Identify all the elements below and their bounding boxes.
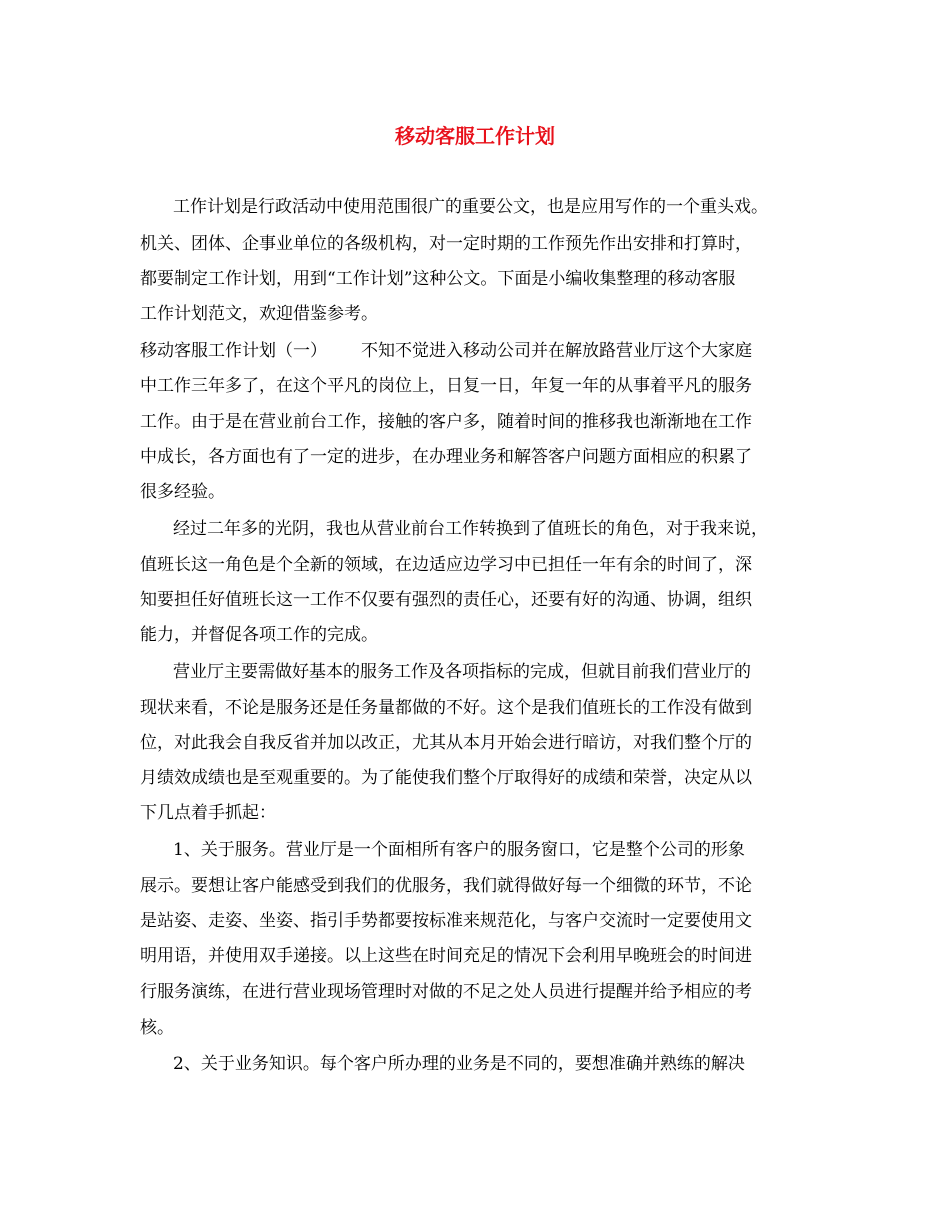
text-line: 核。 xyxy=(140,1018,174,1038)
text-line: 现状来看，不论是服务还是任务量都做的不好。这个是我们值班长的工作没有做到 xyxy=(140,698,752,718)
text-line: 位，对此我会自我反省并加以改正，尤其从本月开始会进行暗访，对我们整个厅的 xyxy=(140,733,752,753)
text-line: 是站姿、走姿、坐姿、指引手势都要按标准来规范化，与客户交流时一定要使用文 xyxy=(140,911,752,931)
document-title: 移动客服工作计划 xyxy=(395,124,555,148)
text-line-with-heading xyxy=(140,339,752,363)
text-line: 中成长，各方面也有了一定的进步，在办理业务和解答客户问题方面相应的积累了 xyxy=(140,447,752,467)
text-line: 机关、团体、企事业单位的各级机构，对一定时期的工作预先作出安排和打算时， xyxy=(140,234,752,254)
text-line: 中工作三年多了，在这个平凡的岗位上，日复一日，年复一年的从事着平凡的服务 xyxy=(140,376,752,396)
text-line: 很多经验。 xyxy=(140,482,225,502)
text-segment: 不知不觉进入移动公司并在解放路营业厅这个大家庭 xyxy=(361,341,752,361)
text-line: 能力，并督促各项工作的完成。 xyxy=(140,625,378,645)
text-line: 1、关于服务。营业厅是一个面相所有客户的服务窗口，它是整个公司的形象 xyxy=(173,840,745,860)
text-line: 经过二年多的光阴，我也从营业前台工作转换到了值班长的角色，对于我来说， xyxy=(173,519,768,539)
text-line: 营业厅主要需做好基本的服务工作及各项指标的完成，但就目前我们营业厅的 xyxy=(173,662,751,682)
text-line: 工作计划是行政活动中使用范围很广的重要公文，也是应用写作的一个重头戏。 xyxy=(173,197,768,217)
text-line: 工作。由于是在营业前台工作，接触的客户多，随着时间的推移我也渐渐地在工作 xyxy=(140,412,752,432)
text-line: 月绩效成绩也是至观重要的。为了能使我们整个厅取得好的成绩和荣誉，决定从以 xyxy=(140,768,752,788)
text-line: 工作计划范文，欢迎借鉴参考。 xyxy=(140,304,378,324)
section-heading: 移动客服工作计划（一） xyxy=(140,341,327,361)
text-line: 2、关于业务知识。每个客户所办理的业务是不同的，要想准确并熟练的解决 xyxy=(173,1054,745,1074)
text-line: 下几点着手抓起： xyxy=(140,803,276,823)
text-line: 展示。要想让客户能感受到我们的优服务，我们就得做好每一个细微的环节，不论 xyxy=(140,876,752,896)
text-line: 明用语，并使用双手递接。以上这些在时间充足的情况下会利用早晚班会的时间进 xyxy=(140,946,752,966)
text-line: 都要制定工作计划，用到“工作计划”这种公文。下面是小编收集整理的移动客服 xyxy=(140,269,736,289)
text-line: 行服务演练，在进行营业现场管理时对做的不足之处人员进行提醒并给予相应的考 xyxy=(140,982,752,1002)
text-line: 知要担任好值班长这一工作不仅要有强烈的责任心，还要有好的沟通、协调，组织 xyxy=(140,590,752,610)
text-line: 值班长这一角色是个全新的领域，在边适应边学习中已担任一年有余的时间了，深 xyxy=(140,555,752,575)
